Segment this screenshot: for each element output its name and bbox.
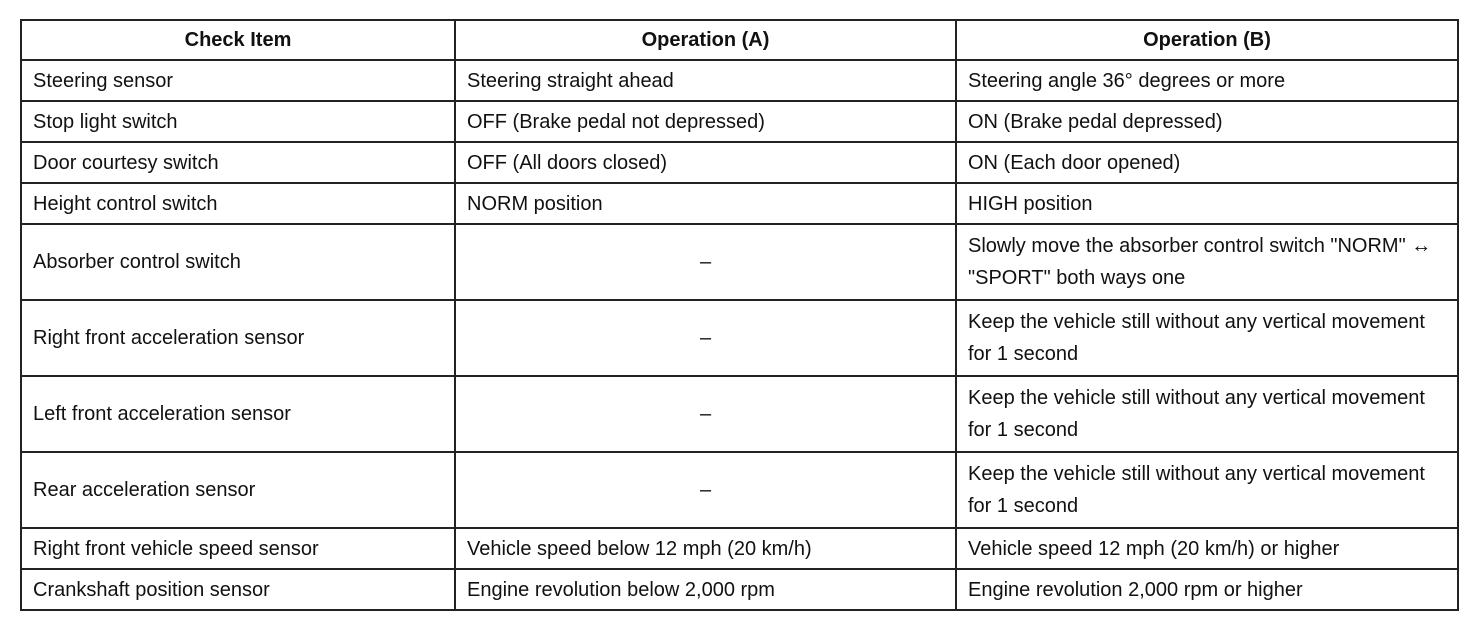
table-row	[21, 101, 1458, 142]
operation-b-cell: Keep the vehicle still without any vertical movement for 1 second	[956, 376, 1458, 452]
operation-a-cell: Engine revolution below 2,000 rpm	[455, 569, 956, 610]
header-check-item: Check Item	[21, 20, 455, 60]
operation-b-cell: ON (Brake pedal depressed)	[956, 101, 1458, 142]
operation-b-cell: Keep the vehicle still without any vertical movement for 1 second	[956, 300, 1458, 376]
operation-b-cell: Engine revolution 2,000 rpm or higher	[956, 569, 1458, 610]
check-item-cell: Door courtesy switch	[21, 142, 455, 183]
check-item-cell: Rear acceleration sensor	[21, 452, 455, 528]
check-item-cell: Steering sensor	[21, 60, 455, 101]
table-row	[21, 569, 1458, 610]
operation-b-cell: Keep the vehicle still without any vertical movement for 1 second	[956, 452, 1458, 528]
operation-b-cell: Slowly move the absorber control switch "NORM" ↔ "SPORT" both ways one	[956, 224, 1458, 300]
check-item-cell: Right front vehicle speed sensor	[21, 528, 455, 569]
check-item-cell: Left front acceleration sensor	[21, 376, 455, 452]
operation-a-cell: –	[455, 300, 956, 376]
operation-b-cell: ON (Each door opened)	[956, 142, 1458, 183]
table-row	[21, 376, 1458, 452]
table-row	[21, 60, 1458, 101]
operation-b-cell: HIGH position	[956, 183, 1458, 224]
operation-a-cell: –	[455, 452, 956, 528]
check-item-cell: Crankshaft position sensor	[21, 569, 455, 610]
header-operation-b: Operation (B)	[956, 20, 1458, 60]
check-item-cell: Stop light switch	[21, 101, 455, 142]
check-item-cell: Right front acceleration sensor	[21, 300, 455, 376]
table-row	[21, 300, 1458, 376]
check-item-table	[20, 19, 1459, 611]
table-header-row	[21, 20, 1458, 60]
operation-b-cell: Vehicle speed 12 mph (20 km/h) or higher	[956, 528, 1458, 569]
check-item-cell: Absorber control switch	[21, 224, 455, 300]
operation-a-cell: –	[455, 376, 956, 452]
operation-a-cell: Steering straight ahead	[455, 60, 956, 101]
operation-a-cell: OFF (Brake pedal not depressed)	[455, 101, 956, 142]
header-operation-a: Operation (A)	[455, 20, 956, 60]
table-row	[21, 528, 1458, 569]
table-row	[21, 224, 1458, 300]
operation-b-cell: Steering angle 36° degrees or more	[956, 60, 1458, 101]
check-item-cell: Height control switch	[21, 183, 455, 224]
table-row	[21, 183, 1458, 224]
operation-a-cell: OFF (All doors closed)	[455, 142, 956, 183]
operation-a-cell: NORM position	[455, 183, 956, 224]
table-row	[21, 452, 1458, 528]
operation-a-cell: Vehicle speed below 12 mph (20 km/h)	[455, 528, 956, 569]
table-row	[21, 142, 1458, 183]
operation-a-cell: –	[455, 224, 956, 300]
